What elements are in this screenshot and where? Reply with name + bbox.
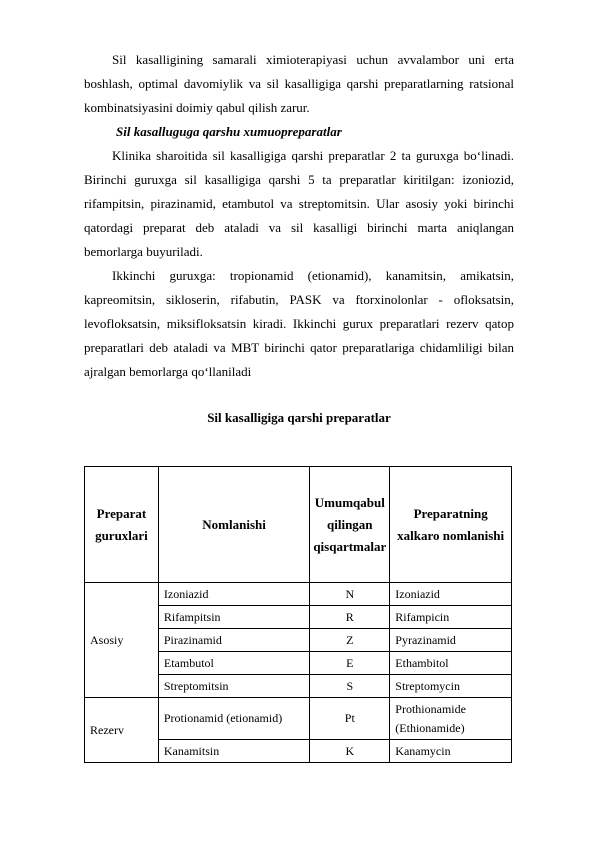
drug-abbr: S bbox=[310, 675, 390, 698]
drug-name: Protionamid (etionamid) bbox=[158, 698, 309, 740]
paragraph-first-group: Klinika sharoitida sil kasalligiga qarshi preparatlar 2 ta guruxga bo‘linadi. Birinchi guruxga sil kasalligiga qarshi 5 ta preparatlar kiritilgan: izoniozid, rifampitsin, pirazinamid, etambutol va streptomitsin. Ular asosiy yoki birinchi qatordagi preparat deb ataladi va sil kasalligi birinchi marta aniqlangan bemorlarga buyuriladi. bbox=[84, 148, 514, 259]
drug-intl-name: Prothionamide (Ethionamide) bbox=[390, 698, 512, 740]
document-body bbox=[84, 48, 514, 430]
header-group: Preparat guruxlari bbox=[85, 467, 159, 583]
drug-abbr: E bbox=[310, 652, 390, 675]
table-title: Sil kasalligiga qarshi preparatlar bbox=[207, 410, 391, 425]
drug-abbr: K bbox=[310, 740, 390, 763]
drug-abbr: Pt bbox=[310, 698, 390, 740]
drug-name: Etambutol bbox=[158, 652, 309, 675]
paragraph-second-group: Ikkinchi guruxga: tropionamid (etionamid), kanamitsin, amikatsin, kapreomitsin, sikloserin, rifabutin, PASK va ftorxinolonlar - ofloksatsin, levofloksatsin, miksifloksatsin kiradi. Ikkinchi gurux preparatlari rezerv qatop preparatlari deb ataladi va MBT birinchi qator preparatlariga chidamliligi bilan ajralgan bemorlarga qo‘llaniladi bbox=[84, 268, 514, 379]
drugs-table bbox=[84, 466, 512, 763]
drug-name: Pirazinamid bbox=[158, 629, 309, 652]
section-subheading: Sil kasalluguga qarshu xumuopreparatlar bbox=[116, 124, 342, 139]
drug-name: Kanamitsin bbox=[158, 740, 309, 763]
group-cell-rezerv: Rezerv bbox=[85, 698, 159, 763]
drug-intl-name: Kanamycin bbox=[390, 740, 512, 763]
drug-name: Rifampitsin bbox=[158, 606, 309, 629]
drug-intl-name: Ethambitol bbox=[390, 652, 512, 675]
table-header-row bbox=[85, 467, 512, 583]
header-name: Nomlanishi bbox=[158, 467, 309, 583]
table-row bbox=[85, 583, 512, 606]
drug-intl-name: Streptomycin bbox=[390, 675, 512, 698]
drug-name: Izoniazid bbox=[158, 583, 309, 606]
drug-intl-name: Izoniazid bbox=[390, 583, 512, 606]
group-cell-asosiy: Asosiy bbox=[85, 583, 159, 698]
drug-abbr: R bbox=[310, 606, 390, 629]
table-row bbox=[85, 698, 512, 740]
drug-name: Streptomitsin bbox=[158, 675, 309, 698]
paragraph-intro: Sil kasalligining samarali ximioterapiyasi uchun avvalambor uni erta boshlash, optimal davomiylik va sil kasalligiga qarshi preparatlarning ratsional kombinatsiyasini doimiy qabul qilish zarur. bbox=[84, 52, 514, 115]
drug-abbr: N bbox=[310, 583, 390, 606]
drug-intl-name: Pyrazinamid bbox=[390, 629, 512, 652]
drug-abbr: Z bbox=[310, 629, 390, 652]
drug-intl-name: Rifampicin bbox=[390, 606, 512, 629]
header-intl: Preparatning xalkaro nomlanishi bbox=[390, 467, 512, 583]
header-abbr: Umumqabul qilingan qisqartmalar bbox=[310, 467, 390, 583]
